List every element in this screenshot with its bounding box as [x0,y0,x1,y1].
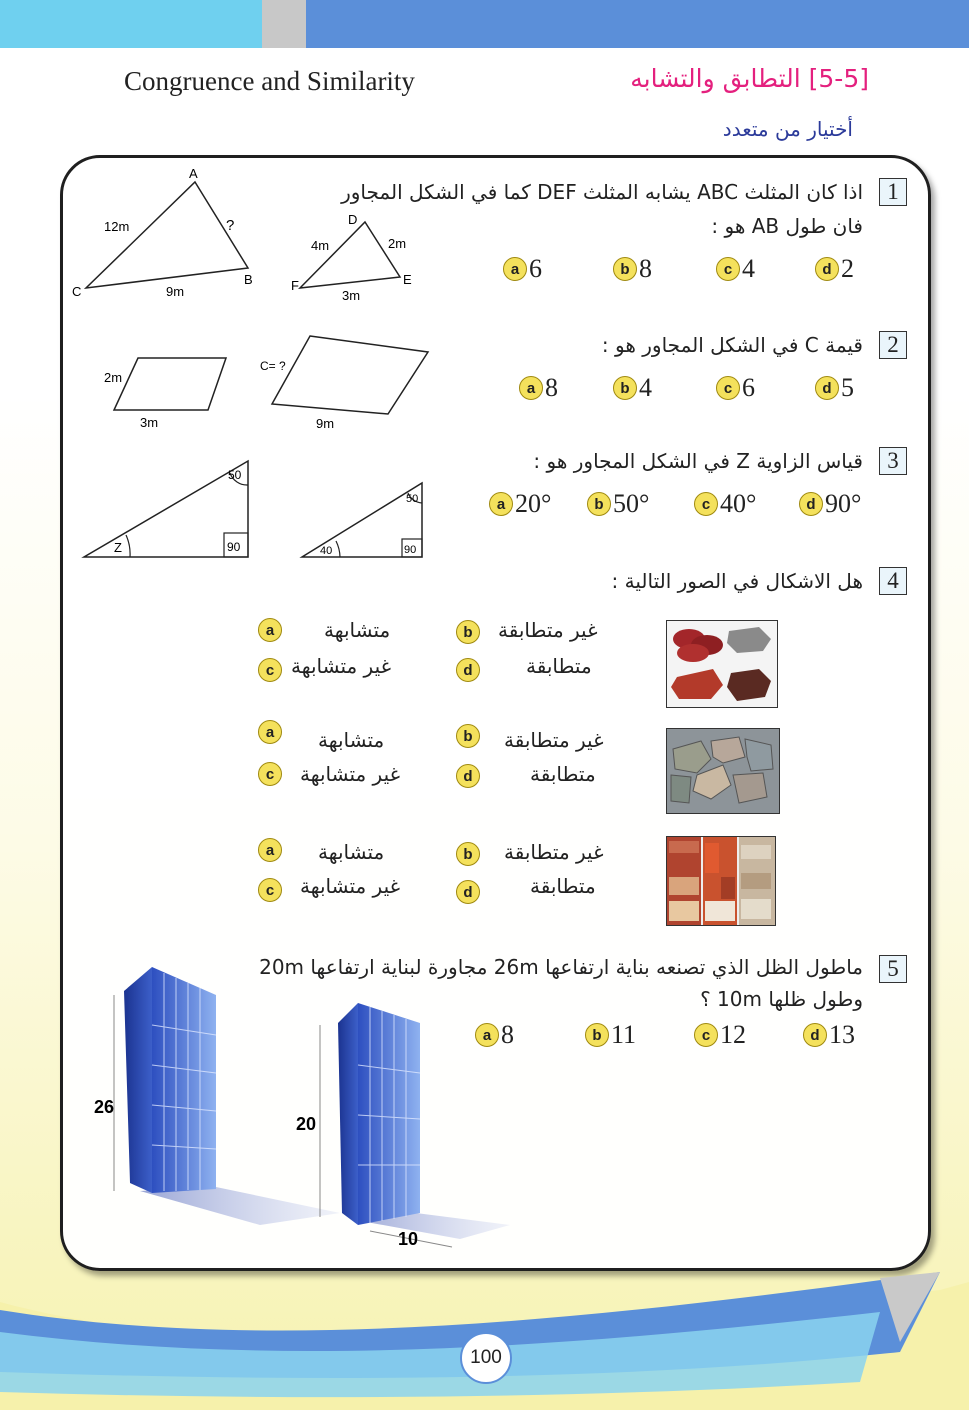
option-badge: d [815,376,839,400]
q4-row3-choice-b-label: غير متطابقة [504,840,604,864]
option-badge: a [519,376,543,400]
q4-row1-choice-b-label: غير متطابقة [498,618,598,642]
q3-option-a[interactable] [489,489,551,519]
option-value: 20° [515,489,552,518]
question-1-line-1: اذا كان المثلث ABC يشابه المثلث DEF كما في الشكل المجاور [341,180,863,204]
t2-top-angle: 50 [406,493,419,505]
option-value: 4 [639,373,652,402]
q4-row3-choice-d-label: متطابقة [530,874,596,898]
building-2-height: 20 [296,1114,317,1134]
q3-option-d[interactable] [799,489,861,519]
question-3-line-1: قياس الزاوية Z في الشكل المجاور هو : [533,449,863,473]
option-badge: a [503,257,527,281]
option-badge: a [489,492,513,516]
option-badge: b [587,492,611,516]
option-value: 2 [841,254,854,283]
small-side-label: 2m [104,370,123,385]
option-badge: c [694,492,718,516]
option-value: 12 [720,1020,746,1049]
q4-row2-choice-c-label: غير متشابهة [300,762,401,786]
option-value: 11 [611,1020,637,1049]
q4-row3-choice-a-label: متشابهة [318,840,385,864]
option-value: 4 [742,254,755,283]
t2-left-angle: 40 [320,545,333,557]
vertex-label-b: B [244,272,253,287]
side-label-df: 4m [311,238,330,253]
option-badge: d [803,1023,827,1047]
question-5-line-2: وطول ظلها 10m ؟ [700,987,863,1011]
brick-patterns-image [666,836,776,926]
q2-option-b[interactable] [613,373,652,403]
question-2-line-1: قيمة C في الشكل المجاور هو : [601,333,863,357]
q1-option-d[interactable] [815,254,854,284]
side-label-ab: ? [226,217,235,234]
vertex-label-f: F [291,278,299,293]
triangle-def [300,222,400,288]
top-color-bar [0,0,969,48]
stone-paving-image [666,728,780,814]
q4-row2-option-c[interactable]: c [258,762,282,786]
side-label-de: 2m [388,236,407,251]
q4-row2-option-d[interactable]: d [456,764,480,788]
q4-row2-choice-b-label: غير متطابقة [504,728,604,752]
q1-option-b[interactable] [613,254,652,284]
option-value: 90° [825,489,862,518]
vertex-label-a: A [189,166,198,181]
question-5-line-1: ماطول الظل الذي تصنعه بناية ارتفاعها 26m مجاورة لبناية ارتفاعها 20m [259,955,863,979]
large-side-label: C= ? [260,359,286,373]
option-badge: c [716,257,740,281]
right-triangle-1 [84,461,248,557]
q4-row1-option-b[interactable]: b [456,620,480,644]
question-4-line-1: هل الاشكال في الصور التالية : [611,569,863,593]
q4-row3-choice-c-label: غير متشابهة [300,874,401,898]
shadow-length-label: 10 [398,1229,419,1249]
q4-row2-choice-d-label: متطابقة [530,762,596,786]
small-parallelogram [114,358,226,410]
large-base-label: 9m [316,416,335,431]
building-2-front [358,1003,420,1225]
vertex-label-c: C [72,284,82,299]
t1-top-angle: 50 [228,468,242,482]
q1-option-a[interactable] [503,254,542,284]
question-5-number: 5 [879,955,907,983]
q1-triangles-figure [70,164,430,314]
small-base-label: 3m [140,415,159,430]
q4-row3-option-a[interactable]: a [258,838,282,862]
side-label-ac: 12m [104,219,130,234]
option-value: 5 [841,373,854,402]
option-value: 8 [639,254,652,283]
q5-option-b[interactable] [585,1020,636,1050]
q4-row1-choice-a-label: متشابهة [324,618,391,642]
option-badge: c [694,1023,718,1047]
option-value: 13 [829,1020,855,1049]
q4-row2-choice-a-label: متشابهة [318,728,385,752]
stone-paving-drawing [667,729,779,813]
paver-tiles-image [666,620,778,708]
top-bar-blue [306,0,969,48]
q5-option-d[interactable] [803,1020,855,1050]
question-1-line-2: فان طول AB هو : [711,214,863,238]
page-number: 100 [460,1332,512,1384]
option-badge: b [585,1023,609,1047]
q5-buildings-figure [80,955,520,1255]
question-3-number: 3 [879,447,907,475]
q4-row3-option-b[interactable]: b [456,842,480,866]
building-1-side [124,967,152,1193]
vertex-label-d: D [348,212,358,227]
q4-row3-option-d[interactable]: d [456,880,480,904]
q3-option-c[interactable] [694,489,756,519]
option-badge: d [799,492,823,516]
q4-row2-option-a[interactable]: a [258,720,282,744]
angle-arc-left-2 [336,541,340,557]
building-1-front [152,967,216,1193]
q4-row3-option-c[interactable]: c [258,878,282,902]
section-subtitle: أختيار من متعدد [722,117,853,141]
side-label-bc: 9m [166,284,185,299]
option-value: 8 [545,373,558,402]
option-value: 6 [529,254,542,283]
page-title-arabic: [5-5] التطابق والتشابه [630,64,869,93]
option-value: 50° [613,489,650,518]
q1-option-c[interactable] [716,254,755,284]
q3-option-b[interactable] [587,489,649,519]
option-badge: a [475,1023,499,1047]
option-badge: b [613,376,637,400]
page-title-english: Congruence and Similarity [124,66,415,96]
triangle-abc [86,182,248,288]
large-parallelogram [272,336,428,414]
brick-patterns-drawing [667,837,775,925]
vertex-label-e: E [403,272,412,287]
q2-option-d[interactable] [815,373,854,403]
q4-row1-option-c[interactable]: c [258,658,282,682]
q2-option-a[interactable] [519,373,558,403]
q4-row1-choice-d-label: متطابقة [526,654,592,678]
q2-option-c[interactable] [716,373,755,403]
option-value: 40° [720,489,757,518]
q4-row1-option-a[interactable]: a [258,618,282,642]
option-badge: d [815,257,839,281]
top-bar-cyan [0,0,262,48]
building-1-height: 26 [94,1097,115,1117]
building-2-side [338,1003,358,1225]
question-2-number: 2 [879,331,907,359]
q4-row1-choice-c-label: غير متشابهة [291,654,392,678]
option-badge: c [716,376,740,400]
q4-row2-option-b[interactable]: b [456,724,480,748]
t1-right-angle: 90 [227,540,241,554]
angle-arc-z [126,535,130,557]
building-1-shadow [140,1187,340,1225]
option-value: 6 [742,373,755,402]
side-label-fe: 3m [342,288,361,303]
q5-option-c[interactable] [694,1020,746,1050]
paver-tiles-drawing [667,621,777,707]
q3-triangles-figure [80,455,440,565]
q4-row1-option-d[interactable]: d [456,658,480,682]
question-4-number: 4 [879,567,907,595]
top-bar-grey [262,0,306,48]
question-1-number: 1 [879,178,907,206]
q2-parallelograms-figure [90,328,440,433]
option-value: 8 [501,1020,514,1049]
t1-angle-z: Z [114,540,122,555]
option-badge: b [613,257,637,281]
t2-right-angle: 90 [404,544,417,556]
